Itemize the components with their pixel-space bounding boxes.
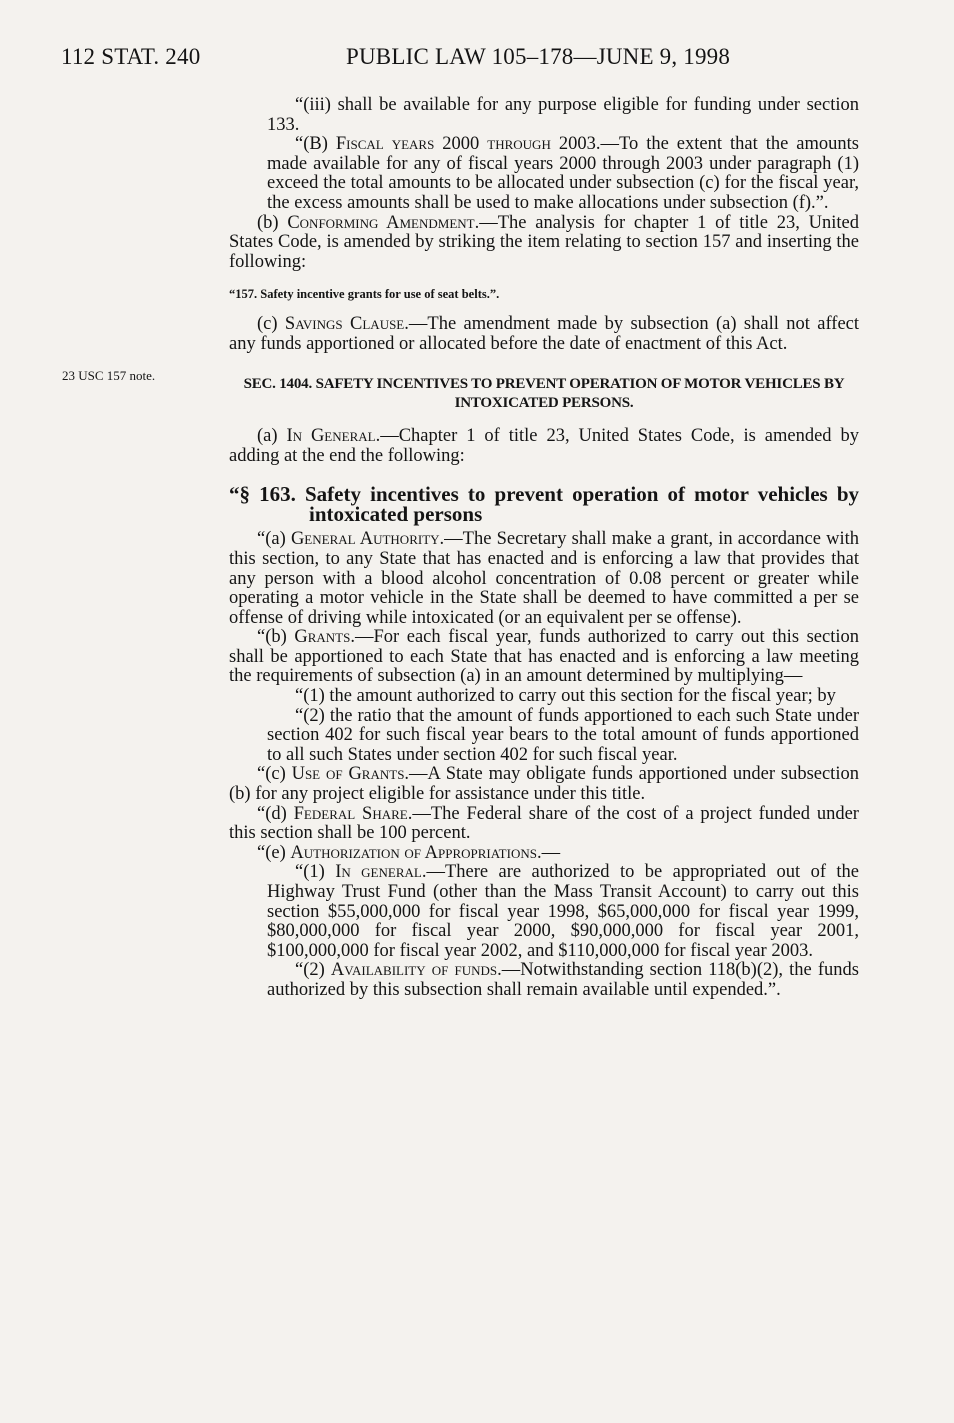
paragraph-lead: “(e) <box>257 842 291 863</box>
paragraph-heading: Use of Grants. <box>291 764 410 785</box>
paragraph-lead: (c) <box>257 313 285 334</box>
subsection-d <box>229 805 859 844</box>
paragraph-lead: (b) <box>257 212 288 233</box>
inserted-table-item: “157. Safety incentive grants for use of seat belts.”. <box>229 287 500 302</box>
paragraph-text: —Chapter 1 of title 23, United States Code, is amended by adding at the end the following: <box>229 426 859 466</box>
paragraph-lead: “(a) <box>257 529 291 550</box>
paragraph-text: —The amendment made by subsection (a) shall not affect any funds apportioned or allocated before the date of enactment of this Act. <box>229 313 860 354</box>
paragraph-savings-clause <box>229 315 859 354</box>
paragraph-text: —For each fiscal year, funds authorized to carry out this section shall be apportioned to each State that has enacted and is enforcing a law meeting the requirements of subsection (a) in an amount determined by multiplying— <box>229 627 859 687</box>
paragraph-text: —Notwithstanding section 118(b)(2), the funds authorized by this subsection shall remain available until expended.”. <box>267 960 859 1000</box>
subsection-e-1 <box>229 863 859 961</box>
page-header <box>61 44 761 84</box>
paragraph-heading: Federal Share. <box>293 803 413 824</box>
paragraph-heading: Authorization of Appropriations. <box>290 842 542 863</box>
section-number: SEC. 1404. <box>243 376 312 393</box>
section-title: SAFETY INCENTIVES TO PREVENT OPERATION OF MOTOR VEHICLES BY INTOXICATED PERSONS. <box>315 376 845 412</box>
section-heading <box>229 375 859 413</box>
paragraph-lead: “(B) <box>295 134 336 155</box>
paragraph-lead: “(d) <box>257 803 294 824</box>
paragraph-fiscal-years <box>229 135 859 213</box>
paragraph-heading: Grants. <box>294 627 355 648</box>
paragraph-lead: (a) <box>257 426 287 447</box>
paragraph-text: —A State may obligate funds apportioned under subsection (b) for any project eligible for assistance under this title. <box>229 764 859 805</box>
paragraph-text: —The Federal share of the cost of a project funded under this section shall be 100 percent. <box>229 803 859 844</box>
paragraph-text: —The Secretary shall make a grant, in accordance with this section, to any State that has enacted and is enforcing a law that provides that any person with a blood alcohol concentration of 0.08 percent or greater while operating a motor vehicle in the State shall be deemed to have committed a per se offense of driving while intoxicated (or an equivalent per se offense). <box>229 529 860 628</box>
paragraph-text: —There are authorized to be appropriated out of the Highway Trust Fund (other than the Mass Transit Account) to carry out this section $55,000,000 for fiscal year 1998, $65,000,000 for fiscal year 1999, $80,000,000 for fiscal year 2000, $90,000,000 for fiscal year 2001, $100,000,000 for fiscal year 2002, and $110,000,000 for fiscal year 2003. <box>267 862 859 961</box>
subsection-b-1: “(1) the amount authorized to carry out this section for the fiscal year; by <box>295 686 836 707</box>
subsection-b <box>229 628 859 687</box>
subsection-c <box>229 765 859 804</box>
subsection-b-2: “(2) the ratio that the amount of funds apportioned to each such State under section 402 for such fiscal year bears to the total amount of funds apportioned to all such States under section 402 for such fiscal year. <box>267 705 859 765</box>
paragraph-in-general <box>229 427 859 466</box>
margin-note: 23 USC 157 note. <box>62 368 156 383</box>
paragraph-heading: Conforming Amendment. <box>287 212 480 233</box>
paragraph-lead: “(c) <box>257 764 292 785</box>
paragraph-lead: “(2) <box>295 960 331 981</box>
document-body <box>229 96 859 1001</box>
paragraph-text: — <box>541 842 561 863</box>
subsection-e <box>229 844 859 864</box>
paragraph-text: —The analysis for chapter 1 of title 23, United States Code, is amended by striking the item relating to section 157 and inserting the following: <box>229 212 859 272</box>
new-section-heading: “§ 163. Safety incentives to prevent operation of motor vehicles by intoxicated persons <box>229 482 859 527</box>
paragraph-conforming-amendment <box>229 214 859 273</box>
subsection-e-2 <box>229 961 859 1000</box>
paragraph-heading: General Authority. <box>290 529 445 550</box>
paragraph-heading: In general. <box>335 862 427 883</box>
paragraph-heading: Savings Clause. <box>284 313 409 334</box>
paragraph-heading: In General. <box>286 426 381 447</box>
paragraph-heading: Availability of funds. <box>330 960 502 981</box>
subsection-a <box>229 530 859 628</box>
paragraph-lead: “(b) <box>257 627 295 648</box>
paragraph-iii: “(iii) shall be available for any purpose eligible for funding under section 133. <box>267 95 859 135</box>
statute-page-number: 112 STAT. 240 <box>61 44 201 69</box>
paragraph-text: —To the extent that the amounts made available for any of fiscal years 2000 through 2003 under paragraph (1) exceed the total amounts to be allocated under subsection (c) for the fiscal year, the excess amounts shall be used to make allocations under subsection (f).”. <box>267 134 859 213</box>
paragraph-heading: Fiscal years 2000 through 2003. <box>335 134 601 155</box>
paragraph-lead: “(1) <box>295 862 336 883</box>
public-law-title: PUBLIC LAW 105–178—JUNE 9, 1998 <box>346 44 731 69</box>
